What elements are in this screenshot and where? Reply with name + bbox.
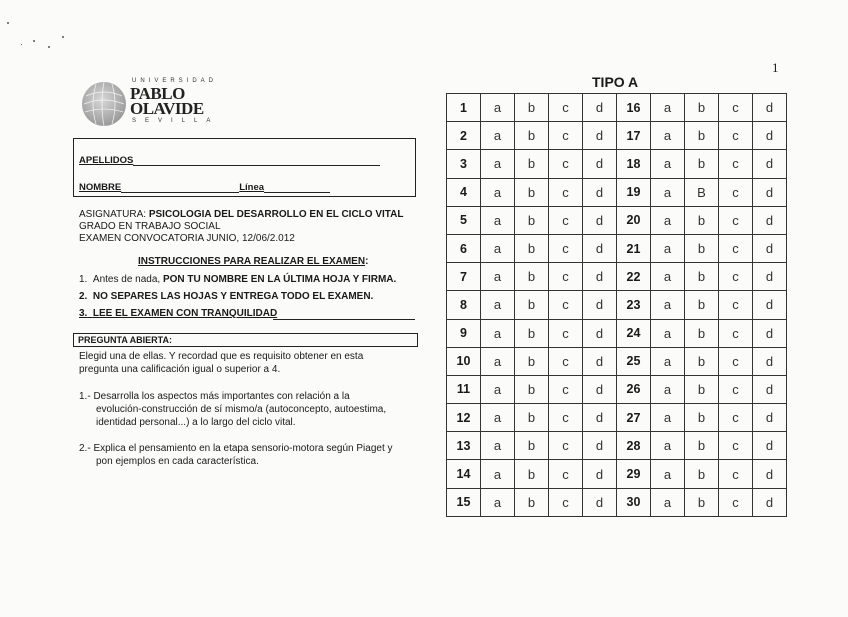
answer-option[interactable]: b [685, 375, 719, 403]
answer-option[interactable]: a [651, 122, 685, 150]
answer-option[interactable]: c [549, 234, 583, 262]
answer-option[interactable]: c [719, 206, 753, 234]
answer-row [447, 122, 787, 150]
answer-option[interactable]: b [685, 150, 719, 178]
answer-grid [446, 93, 787, 517]
question-number: 17 [617, 122, 651, 150]
answer-option[interactable]: c [549, 319, 583, 347]
answer-option[interactable]: c [549, 122, 583, 150]
answer-option[interactable]: b [685, 122, 719, 150]
answer-option[interactable]: c [719, 347, 753, 375]
question-number: 12 [447, 404, 481, 432]
answer-option[interactable]: c [719, 263, 753, 291]
answer-option[interactable]: b [515, 263, 549, 291]
subject-label: ASIGNATURA: [79, 209, 149, 220]
answer-option[interactable]: c [719, 432, 753, 460]
answer-row [447, 291, 787, 319]
question-number: 22 [617, 263, 651, 291]
answer-option[interactable]: a [481, 122, 515, 150]
answer-option[interactable]: d [583, 404, 617, 432]
question-number: 23 [617, 291, 651, 319]
name-label: NOMBRE [79, 182, 122, 193]
answer-row [447, 347, 787, 375]
answer-option[interactable]: d [753, 291, 787, 319]
answer-row [447, 178, 787, 206]
question-1-line-2: evolución-construcción de sí mismo/a (autoconcepto, autoestima, [96, 404, 387, 415]
answer-option[interactable]: a [481, 178, 515, 206]
answer-option[interactable]: a [651, 263, 685, 291]
question-number: 18 [617, 150, 651, 178]
answer-option[interactable]: c [719, 94, 753, 122]
surname-field[interactable] [79, 155, 380, 166]
question-number: 16 [617, 94, 651, 122]
answer-option[interactable]: a [651, 206, 685, 234]
answer-option[interactable]: a [481, 94, 515, 122]
answer-option[interactable]: c [719, 178, 753, 206]
answer-option[interactable]: b [685, 319, 719, 347]
open-question-box [73, 333, 418, 347]
answer-option[interactable]: c [719, 122, 753, 150]
answer-option[interactable]: d [753, 432, 787, 460]
answer-option[interactable]: c [549, 460, 583, 488]
answer-option[interactable]: a [651, 94, 685, 122]
answer-option[interactable]: b [515, 178, 549, 206]
question-number: 14 [447, 460, 481, 488]
question-2-line-1: 2.- Explica el pensamiento en la etapa sensorio-motora según Piaget y [79, 443, 393, 454]
answer-row [447, 460, 787, 488]
answer-option[interactable]: b [515, 488, 549, 516]
answer-option[interactable]: d [753, 150, 787, 178]
answer-option[interactable]: a [481, 432, 515, 460]
answer-option[interactable]: b [685, 404, 719, 432]
scan-speck [7, 22, 9, 24]
instruction-3: 3. LEE EL EXAMEN CON TRANQUILIDAD [79, 308, 278, 319]
answer-option[interactable]: b [515, 291, 549, 319]
line-number-line[interactable] [264, 192, 330, 193]
answer-option[interactable]: c [719, 488, 753, 516]
answer-option[interactable]: b [515, 319, 549, 347]
answer-option[interactable]: d [753, 347, 787, 375]
answer-option[interactable]: d [583, 150, 617, 178]
question-number: 19 [617, 178, 651, 206]
answer-option[interactable]: a [481, 291, 515, 319]
question-number: 21 [617, 234, 651, 262]
answer-option[interactable]: c [549, 404, 583, 432]
answer-option[interactable]: b [515, 206, 549, 234]
answer-option[interactable]: d [583, 488, 617, 516]
open-question-intro-2: pregunta una calificación igual o superior a 4. [79, 364, 281, 375]
answer-option[interactable]: b [515, 234, 549, 262]
logo-line-2: OLAVIDE [130, 99, 204, 118]
instruction-2: 2. NO SEPARES LAS HOJAS Y ENTREGA TODO EL EXAMEN. [79, 291, 374, 302]
answer-option[interactable]: b [515, 94, 549, 122]
answer-option[interactable]: a [651, 460, 685, 488]
scan-speck [21, 44, 22, 45]
answer-option[interactable]: c [549, 206, 583, 234]
surname-label: APELLIDOS [79, 155, 134, 166]
answer-row [447, 234, 787, 262]
answer-option[interactable]: d [753, 206, 787, 234]
answer-option[interactable]: d [583, 460, 617, 488]
answer-option[interactable]: b [685, 488, 719, 516]
question-number: 8 [447, 291, 481, 319]
answer-option[interactable]: d [583, 178, 617, 206]
answer-option[interactable]: d [583, 94, 617, 122]
answer-option[interactable]: d [583, 319, 617, 347]
name-field[interactable] [79, 182, 330, 193]
answer-option[interactable]: c [549, 432, 583, 460]
university-logo [80, 74, 220, 130]
answer-option[interactable]: d [753, 178, 787, 206]
answer-option[interactable]: b [685, 347, 719, 375]
answer-option[interactable]: c [719, 404, 753, 432]
answer-option[interactable]: b [515, 122, 549, 150]
answer-option[interactable]: c [549, 263, 583, 291]
answer-row [447, 206, 787, 234]
answer-option[interactable]: d [583, 122, 617, 150]
answer-option[interactable]: a [481, 150, 515, 178]
question-number: 25 [617, 347, 651, 375]
question-number: 15 [447, 488, 481, 516]
subject-name: PSICOLOGIA DEL DESARROLLO EN EL CICLO VITAL [148, 209, 404, 220]
exam-type-title: TIPO A [592, 74, 639, 90]
answer-option[interactable]: a [481, 488, 515, 516]
question-number: 20 [617, 206, 651, 234]
instructions-title: INSTRUCCIONES PARA REALIZAR EL EXAMEN: [138, 256, 369, 267]
scan-speck [48, 46, 50, 48]
answer-option[interactable]: d [753, 404, 787, 432]
open-question-title: PREGUNTA ABIERTA: [78, 335, 172, 345]
answer-option[interactable]: b [515, 347, 549, 375]
answer-option[interactable]: d [583, 347, 617, 375]
answer-option[interactable]: c [719, 375, 753, 403]
answer-option[interactable]: a [651, 347, 685, 375]
surname-line[interactable] [133, 165, 380, 166]
answer-option[interactable]: c [719, 150, 753, 178]
answer-option[interactable]: b [515, 432, 549, 460]
answer-option[interactable]: c [719, 291, 753, 319]
question-number: 24 [617, 319, 651, 347]
degree-line: GRADO EN TRABAJO SOCIAL [79, 221, 221, 232]
answer-option[interactable]: a [481, 206, 515, 234]
answer-option[interactable]: B [685, 178, 719, 206]
answer-option[interactable]: c [719, 460, 753, 488]
answer-option[interactable]: a [651, 404, 685, 432]
logo-bottom-text: SEVILLA [132, 118, 220, 124]
answer-option[interactable]: c [549, 178, 583, 206]
answer-option[interactable]: b [515, 460, 549, 488]
answer-option[interactable]: c [549, 291, 583, 319]
answer-option[interactable]: d [753, 263, 787, 291]
answer-option[interactable]: c [719, 234, 753, 262]
answer-option[interactable]: d [753, 488, 787, 516]
answer-option[interactable]: a [651, 319, 685, 347]
open-question-intro-1: Elegid una de ellas. Y recordad que es requisito obtener en esta [79, 351, 364, 362]
instruction-1: 1. Antes de nada, PON TU NOMBRE EN LA ÚLTIMA HOJA Y FIRMA. [79, 274, 397, 285]
question-number: 2 [447, 122, 481, 150]
answer-option[interactable]: a [651, 488, 685, 516]
answer-row [447, 432, 787, 460]
scan-speck [33, 40, 35, 42]
answer-option[interactable]: b [685, 234, 719, 262]
logo-wordmark [130, 86, 204, 116]
answer-option[interactable]: b [515, 404, 549, 432]
answer-option[interactable]: c [549, 375, 583, 403]
answer-option[interactable]: b [685, 460, 719, 488]
question-number: 5 [447, 206, 481, 234]
answer-option[interactable]: a [651, 150, 685, 178]
answer-option[interactable]: b [685, 206, 719, 234]
answer-option[interactable]: d [583, 291, 617, 319]
scan-speck [62, 36, 64, 38]
answer-option[interactable]: a [481, 375, 515, 403]
answer-row [447, 488, 787, 516]
answer-option[interactable]: d [583, 234, 617, 262]
question-number: 13 [447, 432, 481, 460]
answer-option[interactable]: c [549, 94, 583, 122]
question-number: 9 [447, 319, 481, 347]
question-number: 11 [447, 375, 481, 403]
answer-option[interactable]: d [583, 206, 617, 234]
question-1-line-1: 1.- Desarrolla los aspectos más importantes con relación a la [79, 391, 350, 402]
answer-option[interactable]: a [651, 178, 685, 206]
answer-option[interactable]: b [515, 375, 549, 403]
question-number: 26 [617, 375, 651, 403]
answer-row [447, 263, 787, 291]
answer-row [447, 404, 787, 432]
student-info-box [73, 138, 416, 197]
answer-row [447, 94, 787, 122]
answer-option[interactable]: d [583, 432, 617, 460]
answer-option[interactable]: b [685, 263, 719, 291]
answer-option[interactable]: d [753, 94, 787, 122]
answer-option[interactable]: a [481, 263, 515, 291]
answer-row [447, 319, 787, 347]
answer-option[interactable]: b [685, 432, 719, 460]
answer-option[interactable]: d [583, 263, 617, 291]
answer-option[interactable]: b [685, 94, 719, 122]
answer-option[interactable]: a [481, 319, 515, 347]
question-number: 10 [447, 347, 481, 375]
name-line[interactable] [121, 192, 239, 193]
question-number: 30 [617, 488, 651, 516]
question-number: 28 [617, 432, 651, 460]
answer-option[interactable]: a [651, 291, 685, 319]
logo-line-1: PABLO [130, 84, 185, 103]
question-number: 27 [617, 404, 651, 432]
page-number: 1 [772, 60, 779, 75]
answer-option[interactable]: d [753, 122, 787, 150]
answer-option[interactable]: a [651, 234, 685, 262]
answer-option[interactable]: b [515, 150, 549, 178]
question-number: 1 [447, 94, 481, 122]
answer-row [447, 150, 787, 178]
answer-option[interactable]: a [651, 375, 685, 403]
answer-option[interactable]: b [685, 291, 719, 319]
answer-option[interactable]: c [549, 150, 583, 178]
logo-top-text: UNIVERSIDAD [132, 78, 218, 84]
question-number: 4 [447, 178, 481, 206]
answer-option[interactable]: d [753, 375, 787, 403]
exam-line: EXAMEN CONVOCATORIA JUNIO, 12/06/2.012 [79, 233, 295, 244]
answer-option[interactable]: d [583, 375, 617, 403]
answer-option[interactable]: a [481, 404, 515, 432]
answer-option[interactable]: a [481, 234, 515, 262]
answer-option[interactable]: a [651, 432, 685, 460]
line-label: Línea [239, 182, 265, 193]
question-number: 6 [447, 234, 481, 262]
answer-option[interactable]: a [481, 347, 515, 375]
question-number: 3 [447, 150, 481, 178]
answer-option[interactable]: c [549, 488, 583, 516]
question-number: 7 [447, 263, 481, 291]
answer-option[interactable]: c [719, 319, 753, 347]
question-number: 29 [617, 460, 651, 488]
subject-line [79, 209, 403, 220]
question-2-line-2: pon ejemplos en cada característica. [96, 456, 259, 467]
globe-icon [80, 80, 128, 128]
answer-option[interactable]: d [753, 234, 787, 262]
question-1-line-3: identidad personal...) a lo largo del ciclo vital. [96, 417, 296, 428]
instruction-3-rule [273, 319, 415, 320]
answer-option[interactable]: d [753, 319, 787, 347]
answer-option[interactable]: d [753, 460, 787, 488]
answer-option[interactable]: c [549, 347, 583, 375]
answer-option[interactable]: a [481, 460, 515, 488]
answer-row [447, 375, 787, 403]
